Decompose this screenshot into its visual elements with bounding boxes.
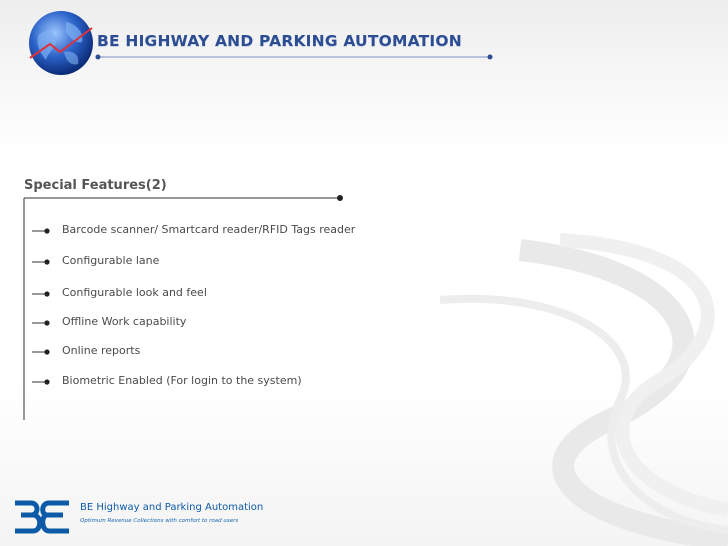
header-title: BE HIGHWAY AND PARKING AUTOMATION [97,32,462,50]
list-item: Offline Work capability [62,315,187,328]
list-item: Biometric Enabled (For login to the system) [62,374,302,387]
header-underline [94,54,494,60]
list-item: Online reports [62,344,141,357]
be-logo-icon [13,497,73,537]
list-item: Barcode scanner/ Smartcard reader/RFID Tags reader [62,223,356,236]
footer-company-name: BE Highway and Parking Automation [80,502,264,513]
globe-icon [26,8,96,78]
list-item: Configurable lane [62,254,160,267]
section-title: Special Features(2) [24,178,167,193]
footer-tagline: Optimum Revenue Collections with comfort to road users [80,518,239,524]
list-item: Configurable look and feel [62,286,207,299]
